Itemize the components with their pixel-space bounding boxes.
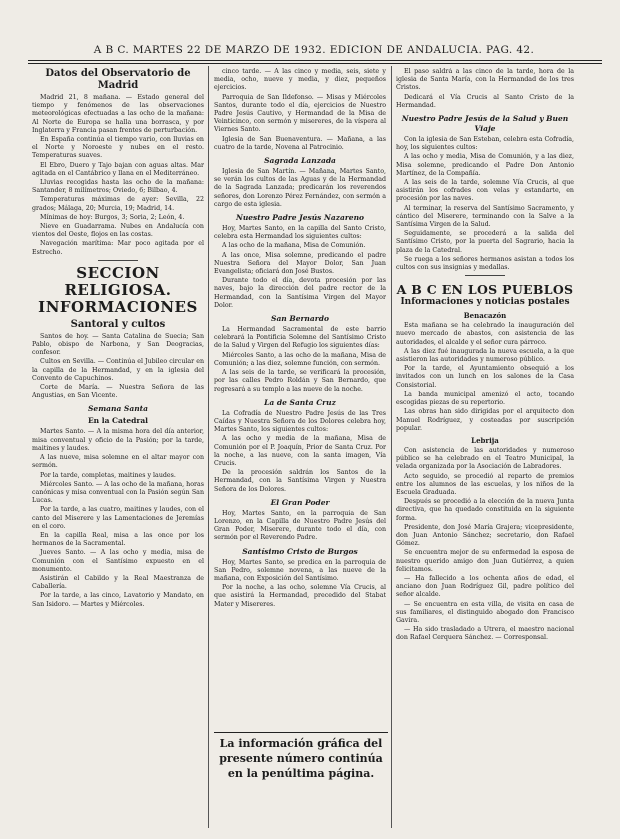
catedral-paragraph: A las nueve, misa solemne en el altar mayor con sermón. [32, 454, 204, 470]
column-1 [32, 68, 204, 828]
nazareno-paragraph: Durante todo el día, devota procesión por las naves, bajo la dirección del padre rector de la Hermandad, con la Santísima Virgen del Mayor Dolor. [214, 277, 386, 309]
catedral-paragraph: Jueves Santo. — A las ocho y media, misa de Comunión con el Santísimo expuesto en el monumento. [32, 549, 204, 573]
salud-buen-viaje-title: Nuestro Padre Jesús de la Salud y Buen Viaje [401, 114, 569, 134]
lebrija-paragraph: Presidente, don José María Grajera; vicepresidente, don Juan Antonio Sánchez; secretario, don Rafael Gómez. [396, 523, 574, 548]
catedral-title: En la Catedral [87, 416, 149, 426]
salud-paragraph: Se ruega a los señores hermanos asistan a todos los cultos con sus insignias y medallas. [396, 255, 574, 272]
cristo-burgos-title: Santísimo Cristo de Burgos [242, 546, 358, 556]
header-rule-2 [28, 63, 602, 64]
lebrija-paragraph: Se encuentra mejor de su enfermedad la esposa de nuestro querido amigo don Juan Gutiérrez, a quien felicitamos. [396, 549, 574, 573]
sagrada-paragraph: Iglesia de San Martín. — Mañana, Martes Santo, se verán los cultos de las Aguas y de la Hermandad de la Sagrada Lanzada; predicarán los reverendos señores, don Lorenzo Pérez Fernández, con sermón a cargo de esta iglesia. [214, 168, 386, 208]
salud-paragraph: A las ocho y media, Misa de Comunión, y a las diez, Misa solemne, predicando el Padre Don Antonio Martínez, de la Compañía. [396, 153, 574, 177]
promo-notice [214, 736, 388, 781]
promo-line: presente número continúa [219, 752, 383, 765]
santoral-paragraph: Cultos en Sevilla. — Continúa el Jubileo circular en la capilla de la Hermandad, y en la iglesia del Convento de Capuchinos. [32, 358, 204, 382]
nazareno-paragraph: A las once, Misa solemne, predicando el padre Nuestra Señora del Mayor Dolor, San Juan Evangelista; oficiará don José Bustos. [214, 251, 386, 276]
closing-paragraph: Por la tarde, a las cinco, Lavatorio y Mandato, en San Isidoro. — Martes y Miércoles. [32, 592, 204, 608]
semana-santa-title: Semana Santa [88, 404, 148, 414]
santoral-paragraph: Santos de hoy. — Santa Catalina de Suecia; San Pablo, obispo de Narbona, y San Deogracias, confesor. [32, 332, 204, 357]
gran-poder-title: El Gran Poder [270, 497, 330, 507]
section-title-religiosa: SECCION RELIGIOSA. [64, 263, 172, 299]
nazareno-title: Nuestro Padre Jesús Nazareno [235, 213, 365, 223]
santa-cruz-title: La de Santa Cruz [264, 397, 336, 407]
column-divider-1 [208, 66, 209, 828]
lebrija-title: Lebrija [471, 435, 499, 445]
section-divider [465, 275, 505, 276]
bernardo-paragraph: A las seis de la tarde, se verificará la procesión, por las calles Pedro Roldán y San Bernardo, que regresará a su templo a las nueve de la noche. [214, 369, 386, 393]
salud-paragraph: Seguidamente, se procederá a la salida del Santísimo Cristo, por la puerta del Sagrario, hacia la plaza de la Catedral. [396, 230, 574, 254]
nazareno-paragraph: Hoy, Martes Santo, en la capilla del Santo Cristo, celebra esta Hermandad los siguientes cultos: [214, 225, 386, 241]
catedral-paragraph: En la capilla Real, misa a las once por los hermanos de la Sacramental. [32, 531, 204, 548]
gran-poder-paragraph: Hoy, Martes Santo, en la parroquia de San Lorenzo, en la Capilla de Nuestro Padre Jesús del Gran Poder, Miserere, durante todo el día, con sermón por el Reverendo Padre. [214, 509, 386, 542]
lebrija-paragraph: Con asistencia de las autoridades y numeroso público se ha celebrado en el Teatro Municipal, la velada organizada por la Asociación de Labradores. [396, 446, 574, 471]
salud-paragraph: Con la iglesia de San Esteban, celebra esta Cofradía, hoy, los siguientes cultos: [396, 136, 574, 152]
intro-paragraph: Dedicará el Vía Crucis al Santo Cristo de la Hermandad. [396, 93, 574, 109]
catedral-paragraph: Por la tarde, completas, maitines y laudes. [40, 471, 176, 479]
benacazon-paragraph: Las obras han sido dirigidas por el arquitecto don Manuel Rodríguez, y costeadas por suscripción popular. [396, 408, 574, 432]
santoral-paragraph: Corte de María. — Nuestra Señora de las Angustias, en San Vicente. [32, 384, 204, 400]
bernardo-paragraph: Miércoles Santo, a las ocho de la mañana, Misa de Comunión; a las diez, solemne función, con sermón. [214, 351, 386, 367]
lebrija-paragraph: Acto seguido, se procedió al reparto de premios entre los alumnos de las escuelas, y los niños de la Escuela Graduada. [396, 472, 574, 496]
column-3 [396, 68, 574, 828]
cruz-paragraph: De la procesión saldrán los Santos de la Hermandad, con la Santísima Virgen y Nuestra Señora de los Dolores. [214, 469, 386, 493]
promo-line: en la penúltima página. [227, 767, 375, 780]
burgos-paragraph: Por la noche, a las ocho, solemne Vía Crucis, al que asistirá la Hermandad, precedido del Stabat Mater y Misereres. [214, 584, 386, 608]
lebrija-paragraph: — Ha sido trasladado a Utrera, el maestro nacional don Rafael Cerquera Sánchez. — Corresponsal. [396, 626, 574, 642]
salud-paragraph: Al terminar, la reserva del Santísimo Sacramento, y cántico del Miserere, terminando con la Salve a la Santísima Virgen de la Salud. [396, 204, 574, 229]
catedral-paragraph: Miércoles Santo. — A las ocho de la mañana, horas canónicas y misa conventual con la Pasión según San Lucas. [32, 480, 204, 505]
benacazon-paragraph: Esta mañana se ha celebrado la inauguración del nuevo mercado de abastos, con asistencia de las autoridades, el alcalde y el señor cura párroco. [396, 322, 574, 346]
obs-paragraph: Temperaturas máximas de ayer: Sevilla, 22 grados; Málaga, 20; Murcia, 19; Madrid, 14. [32, 196, 204, 212]
cruz-paragraph: La Cofradía de Nuestro Padre Jesús de las Tres Caídas y Nuestra Señora de los Dolores celebra hoy, Martes Santo, los siguientes cultos: [214, 409, 386, 434]
column-2 [214, 68, 386, 732]
worship-paragraph: Iglesia de San Buenaventura. — Mañana, a las cuatro de la tarde, Novena al Patrocinio. [214, 135, 386, 151]
obs-paragraph: Lluvias recogidas hasta las ocho de la mañana: Santander, 8 milímetros; Oviedo, 6; Bilbao, 4. [32, 179, 204, 195]
section-divider [98, 260, 138, 261]
nazareno-paragraph: A las ocho de la mañana, Misa de Comunión. [222, 242, 366, 250]
catedral-paragraph: Asistirán el Cabildo y la Real Maestranza de Caballería. [32, 574, 204, 591]
lebrija-paragraph: — Se encuentra en esta villa, de visita en casa de sus familiares, el distinguido abogado don Francisco Gavira. [396, 600, 574, 624]
catedral-paragraph: Martes Santo. — A la misma hora del día anterior, misa conventual y oficio de la Pasión; por la tarde, maitines y laudes. [32, 428, 204, 452]
intro-paragraph: cinco tarde. — A las cinco y media, seis, siete y media, ocho, nueve y media, y diez, pequeños ejercicios. [214, 68, 386, 92]
section-title-informaciones: INFORMACIONES [38, 297, 198, 316]
cruz-paragraph: A las ocho y media de la mañana, Misa de Comunión por el P. Joaquín, Prior de Santa Cruz. Por la noche, a las nueve, con la santa imagen, Vía Crucis. [214, 435, 386, 467]
worship-paragraph: Parroquia de San Ildefonso. — Misas y Miércoles Santos, durante todo el día, ejercicios de Nuestro Padre Jesús Cautivo, y Hermandad de la Misa de Veinticinco, con sermón y misereres, de la víspera al Viernes Santo. [214, 93, 386, 134]
obs-paragraph: Mínimas de hoy: Burgos, 3; Soria, 2; León, 4. [40, 213, 185, 221]
obs-paragraph: Madrid 21, 8 mañana. — Estado general del tiempo y fenómenos de las observaciones meteorológicas efectuadas a las ocho de la mañana: Al Norte de Europa se halla una borrasca, y por Inglaterra y Francia pasan frentes de perturbación. [32, 94, 204, 134]
pueblos-title: A B C EN LOS PUEBLOS [396, 282, 574, 298]
catedral-paragraph: Por la tarde, a las cuatro, maitines y laudes, con el canto del Miserere y las Lamentaciones de Jeremías en el coro. [32, 506, 204, 530]
san-bernardo-title: San Bernardo [271, 314, 329, 324]
lebrija-paragraph: Después se procedió a la elección de la nueva Junta directiva, que ha quedado constituida en la siguiente forma. [396, 498, 574, 522]
promo-rule [214, 732, 388, 733]
observatory-title: Datos del Observatorio de Madrid [45, 68, 191, 91]
obs-paragraph: En España continúa el tiempo vario, con lluvias en el Norte y Noroeste y nubes en el resto. Temperaturas suaves. [32, 136, 204, 160]
obs-paragraph: Nieve en Guadarrama. Nubes en Andalucía con vientos del Oeste, flojos en las costas. [32, 223, 204, 239]
page-header: A B C. MARTES 22 DE MARZO DE 1932. EDICION DE ANDALUCIA. PAG. 42. [93, 44, 535, 56]
benacazon-paragraph: Por la tarde, el Ayuntamiento obsequió a los invitados con un lunch en los salones de la Casa Consistorial. [396, 365, 574, 389]
benacazon-paragraph: A las diez fué inaugurada la nueva escuela, a la que asistieron las autoridades y numeroso público. [396, 347, 574, 364]
sagrada-lanzada-title: Sagrada Lanzada [264, 156, 336, 166]
header-rule [28, 60, 602, 61]
informaciones-title: Informaciones y noticias postales [400, 297, 570, 308]
salud-paragraph: A las seis de la tarde, solemne Vía Crucis, al que asistirán los cofrades con velas y estandarte, en procesión por las naves. [396, 179, 574, 203]
obs-paragraph: Navegación marítima: Mar poco agitada por el Estrecho. [32, 240, 204, 256]
intro-paragraph: El paso saldrá a las cinco de la tarde, hora de la iglesia de Santa María, con la Hermandad de los tres Cristos. [396, 68, 574, 92]
bernardo-paragraph: La Hermandad Sacramental de este barrio celebrará la Pontificia Solemne del Santísimo Cristo de la Salud y Virgen del Refugio los siguientes días: [214, 326, 386, 350]
promo-line: La información gráfica del [219, 737, 383, 750]
column-divider-2 [391, 66, 392, 828]
benacazon-title: Benacazón [463, 311, 507, 321]
lebrija-paragraph: — Ha fallecido a los ochenta años de edad, el anciano don Juan Rodríguez Gil, padre político del señor alcalde. [396, 574, 574, 599]
benacazon-paragraph: La banda municipal amenizó el acto, tocando escogidas piezas de su repertorio. [396, 390, 574, 407]
obs-paragraph: El Ebro, Duero y Tajo bajan con aguas altas. Mar agitada en el Cantábrico y llana en el Mediterráneo. [32, 161, 204, 177]
burgos-paragraph: Hoy, Martes Santo, se predica en la parroquia de San Pedro, solemne novena, a las nueve de la mañana, con Exposición del Santísimo. [214, 558, 386, 582]
santoral-title: Santoral y cultos [70, 318, 166, 330]
